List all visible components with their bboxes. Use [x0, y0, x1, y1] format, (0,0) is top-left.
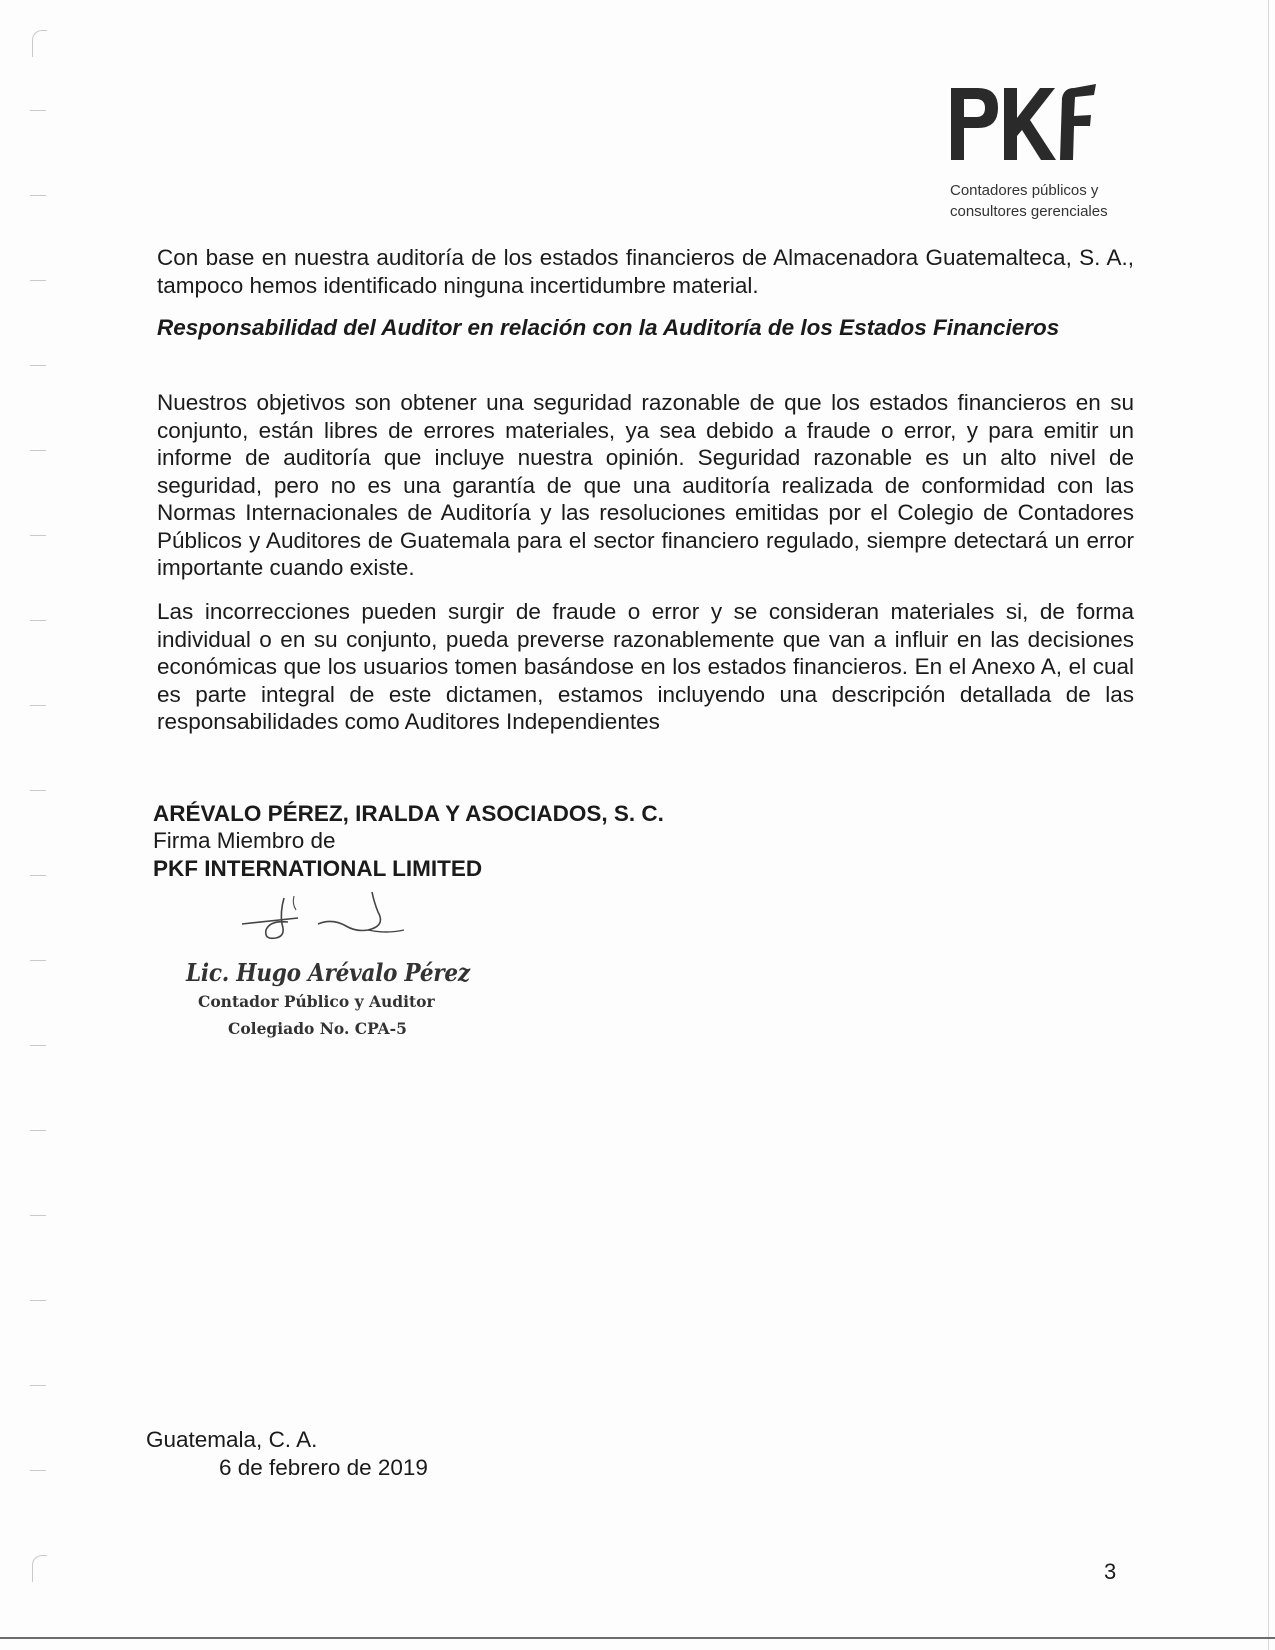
pkf-logo [948, 82, 1098, 164]
binder-mark-top [32, 30, 47, 57]
binder-mark [30, 110, 46, 111]
binder-mark [30, 1130, 46, 1131]
stamp-registration: Colegiado No. CPA-5 [228, 1019, 407, 1038]
place: Guatemala, C. A. [146, 1427, 318, 1452]
page-edge [1268, 0, 1269, 1650]
paragraph-3: Las incorrecciones pueden surgir de fraude o error y se consideran materiales si, de forma individual o en su conjunto, pueda preverse razonablemente que van a influir en las decisiones económicas que los usuarios tomen basándose en los estados financieros. En el Anexo A, el cual es parte integral de este dictamen, estamos incluyendo una descripción detallada de las responsabilidades como Auditores Independientes [157, 599, 1134, 734]
binder-mark [30, 790, 46, 791]
binder-mark [30, 1300, 46, 1301]
date: 6 de febrero de 2019 [219, 1455, 428, 1480]
binder-mark [30, 195, 46, 196]
firm-name: ARÉVALO PÉREZ, IRALDA Y ASOCIADOS, S. C. [153, 801, 664, 826]
binder-mark [30, 1215, 46, 1216]
network-name: PKF INTERNATIONAL LIMITED [153, 856, 483, 881]
binder-mark [30, 620, 46, 621]
binder-mark [30, 450, 46, 451]
binder-mark [30, 960, 46, 961]
handwritten-signature [236, 890, 426, 950]
bottom-rule [0, 1637, 1275, 1639]
stamp-name: Lic. Hugo Arévalo Pérez [186, 958, 470, 987]
binder-mark [30, 535, 46, 536]
binder-mark [30, 875, 46, 876]
binder-mark [30, 705, 46, 706]
binder-mark [30, 1470, 46, 1471]
paragraph-1: Con base en nuestra auditoría de los estados financieros de Almacenadora Guatemalteca, S. A., tampoco hemos identificado ninguna incertidumbre material. [157, 245, 1134, 298]
binder-mark [30, 1045, 46, 1046]
tagline-line-2: consultores gerenciales [950, 203, 1108, 220]
binder-mark [30, 365, 46, 366]
page-number: 3 [1104, 1559, 1117, 1584]
tagline-line-1: Contadores públicos y [950, 182, 1099, 199]
tagline [950, 180, 1108, 222]
binder-mark-bottom [32, 1555, 47, 1582]
stamp-title: Contador Público y Auditor [198, 992, 435, 1011]
member-of: Firma Miembro de [153, 828, 336, 853]
section-heading: Responsabilidad del Auditor en relación con la Auditoría de los Estados Financieros [157, 315, 1060, 340]
paragraph-2: Nuestros objetivos son obtener una seguridad razonable de que los estados financieros en su conjunto, están libres de errores materiales, ya sea debido a fraude o error, y para emitir un informe de auditoría que incluye nuestra opinión. Seguridad razonable es un alto nivel de seguridad, pero no es una garantía de que una auditoría realizada de conformidad con las Normas Internacionales de Auditoría y las resoluciones emitidas por el Colegio de Contadores Públicos y Auditores de Guatemala para el sector financiero regulado, siempre detectará un error importante cuando existe. [157, 390, 1134, 580]
binder-mark [30, 1385, 46, 1386]
binder-mark [30, 280, 46, 281]
